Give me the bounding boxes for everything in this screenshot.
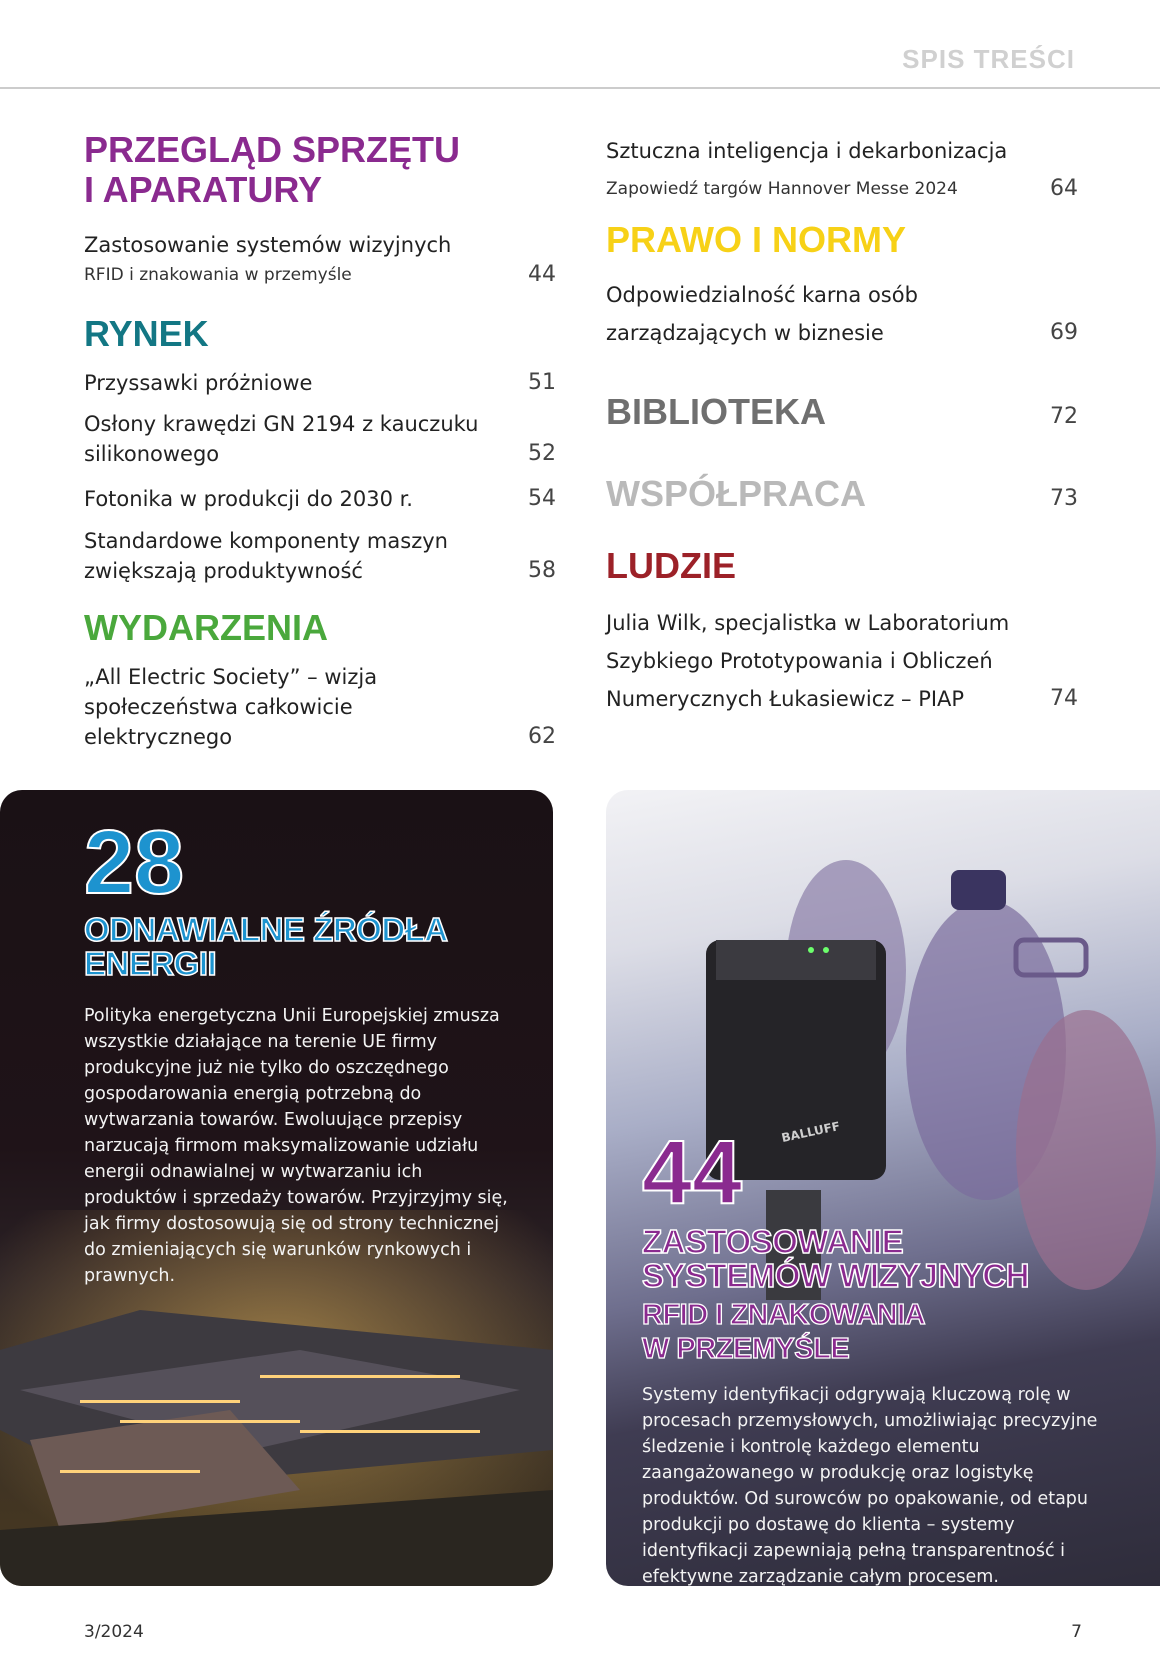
feature-number: 44	[642, 1123, 743, 1223]
heading-ludzie: LUDZIE	[606, 545, 736, 586]
entry-title: Odpowiedzialność karna osób zarządzających w biznesie	[606, 283, 918, 345]
issue-number: 3/2024	[84, 1622, 144, 1642]
entry-title: Fotonika w produkcji do 2030 r.	[84, 487, 413, 511]
entry-title: Zastosowanie systemów wizyjnych	[84, 233, 452, 257]
entry-page: 58	[528, 558, 556, 583]
toc-entry[interactable]	[84, 526, 556, 586]
feature-subtitle: RFID I ZNAKOWANIA W PRZEMYŚLE	[642, 1299, 926, 1365]
entry-subtitle: Zapowiedź targów Hannover Messe 2024	[606, 179, 958, 199]
feature-description: Polityka energetyczna Unii Europejskiej zmusza wszystkie działające na terenie UE firmy produkcyjne już nie tylko do oszczędnego gospodarowania energią potrzebną do wytwarzania towarów. Ewoluujące przepisy narzucają firmom maksymalizowanie udziału energii odnawialnej w wytwarzaniu ich produktów i sprzedaży towarów. Przyjrzyjmy się, jak firmy dostosowują się od strony technicznej do zmieniających się warunków rynkowych i prawnych.	[84, 1006, 508, 1286]
entry-page: 69	[1050, 320, 1078, 345]
toc-left-column	[84, 130, 556, 752]
toc-entry[interactable]	[84, 368, 556, 398]
heading-prawo: PRAWO I NORMY	[606, 219, 907, 260]
entry-page: 52	[528, 441, 556, 466]
toc-entry[interactable]	[606, 474, 1078, 514]
entry-subtitle: RFID i znakowania w przemyśle	[84, 265, 352, 285]
toc-entry[interactable]	[84, 409, 556, 469]
toc-entry[interactable]	[606, 276, 1078, 352]
entry-title: Osłony krawędzi GN 2194 z kauczuku silikonowego	[84, 412, 479, 466]
heading-rynek: RYNEK	[84, 313, 209, 354]
feature-number: 28	[84, 813, 185, 913]
entry-title: Julia Wilk, specjalistka w Laboratorium Szybkiego Prototypowania i Obliczeń Numerycznych Łukasiewicz – PIAP	[606, 611, 1010, 711]
entry-title: Standardowe komponenty maszyn zwiększają produktywność	[84, 529, 448, 583]
entry-title: „All Electric Society” – wizja społeczeństwa całkowicie elektrycznego	[84, 665, 378, 749]
entry-page: 44	[528, 262, 556, 287]
entry-page: 51	[528, 370, 556, 395]
heading-wspolpraca: WSPÓŁPRACA	[606, 473, 866, 514]
toc-entry[interactable]	[606, 136, 1078, 204]
page-number: 7	[1071, 1622, 1082, 1642]
entry-title: Przyssawki próżniowe	[84, 371, 313, 395]
toc-entry[interactable]	[606, 392, 1078, 432]
heading-biblioteka: BIBLIOTEKA	[606, 391, 826, 432]
entry-page: 54	[528, 486, 556, 511]
entry-title: Sztuczna inteligencja i dekarbonizacja	[606, 139, 1008, 163]
entry-page: 73	[1050, 486, 1078, 511]
entry-page: 72	[1050, 404, 1078, 429]
feature-description: Systemy identyfikacji odgrywają kluczową rolę w procesach przemysłowych, umożliwiając precyzyjne śledzenie i kontrolę każdego elementu zaangażowanego w produkcję oraz logistykę produktów. Od surowców po opakowanie, od etapu produkcji po dostawę do klienta – systemy identyfikacji zapewniają pełną transparentność i efektywne zarządzanie całym procesem.	[642, 1385, 1098, 1586]
toc-entry[interactable]	[606, 604, 1078, 718]
toc-right-column	[606, 136, 1078, 718]
toc-entry[interactable]	[84, 484, 556, 514]
toc-entry[interactable]	[84, 662, 556, 752]
toc-entry[interactable]	[84, 230, 556, 290]
entry-page: 64	[1050, 176, 1078, 201]
feature-title: ZASTOSOWANIE SYSTEMÓW WIZYJNYCH	[642, 1223, 1030, 1294]
heading-wydarzenia: WYDARZENIA	[84, 607, 328, 648]
section-title: SPIS TREŚCI	[902, 44, 1075, 74]
feature-card-energy[interactable]	[0, 790, 553, 1586]
entry-page: 62	[528, 724, 556, 749]
header-divider	[0, 87, 1160, 89]
feature-card-vision[interactable]	[606, 790, 1160, 1586]
entry-page: 74	[1050, 686, 1078, 711]
heading-przeglad: PRZEGLĄD SPRZĘTU I APARATURY	[84, 129, 461, 210]
brand-label: BALLUFF	[780, 1118, 842, 1146]
feature-title: ODNAWIALNE ŹRÓDŁA ENERGII	[84, 911, 448, 982]
